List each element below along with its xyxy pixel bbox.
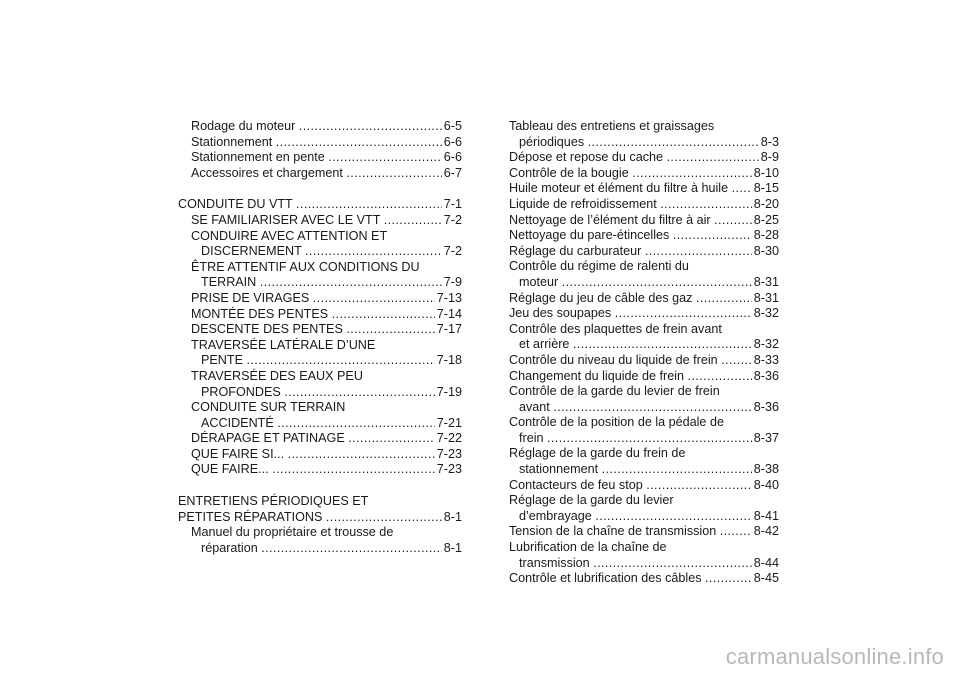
toc-entry[interactable] bbox=[509, 150, 779, 166]
toc-entry-title: périodiques bbox=[519, 134, 588, 149]
toc-entry-title: CONDUITE DU VTT bbox=[178, 197, 297, 212]
dot-leader bbox=[260, 275, 442, 291]
toc-entry-title: Changement du liquide de frein bbox=[509, 368, 688, 383]
toc-entry[interactable] bbox=[509, 369, 779, 385]
toc-entry[interactable] bbox=[509, 384, 779, 415]
toc-entry[interactable] bbox=[178, 166, 462, 182]
toc-entry-title: PROFONDES bbox=[201, 384, 285, 399]
toc-entry-title: Contrôle du niveau du liquide de frein bbox=[509, 352, 722, 367]
toc-page-number: 7-22 bbox=[436, 431, 462, 446]
toc-right-column bbox=[509, 119, 779, 587]
toc-page-number: 8-10 bbox=[753, 165, 779, 180]
dot-leader bbox=[660, 197, 752, 213]
dot-leader bbox=[645, 244, 752, 260]
toc-entry[interactable] bbox=[178, 213, 462, 229]
dot-leader bbox=[667, 150, 759, 166]
toc-entry-title-line: Lubrification de la chaîne de bbox=[509, 540, 667, 555]
toc-entry[interactable] bbox=[509, 181, 779, 197]
toc-entry-title: QUE FAIRE... bbox=[191, 462, 273, 477]
toc-entry-title-line: Tableau des entretiens et graissages bbox=[509, 119, 715, 133]
toc-page-number: 8-36 bbox=[753, 399, 779, 414]
toc-entry[interactable] bbox=[178, 338, 462, 369]
toc-entry-title: ACCIDENTÉ bbox=[201, 415, 278, 430]
toc-entry-title: Stationnement en pente bbox=[191, 150, 329, 165]
toc-page-number: 7-21 bbox=[436, 415, 462, 430]
dot-leader bbox=[696, 291, 752, 307]
toc-page-number: 7-2 bbox=[443, 212, 462, 227]
toc-entry-title: Réglage du jeu de câble des gaz bbox=[509, 290, 696, 305]
toc-entry-title: et arrière bbox=[519, 337, 573, 352]
toc-entry[interactable] bbox=[178, 150, 462, 166]
toc-entry[interactable] bbox=[509, 213, 779, 229]
dot-leader bbox=[277, 416, 435, 432]
toc-entry[interactable] bbox=[509, 119, 779, 150]
toc-entry[interactable] bbox=[178, 431, 462, 447]
toc-entry-title: PETITES RÉPARATIONS bbox=[178, 509, 326, 524]
watermark: carmanualsonline.info bbox=[725, 644, 944, 669]
toc-page-number: 7-2 bbox=[443, 244, 462, 259]
toc-page-number: 8-36 bbox=[753, 368, 779, 383]
toc-entry[interactable] bbox=[178, 119, 462, 135]
toc-page-number: 8-28 bbox=[753, 228, 779, 243]
toc-entry-title: Jeu des soupapes bbox=[509, 306, 615, 321]
toc-entry-title: Contrôle et lubrification des câbles bbox=[509, 571, 706, 586]
toc-entry[interactable] bbox=[178, 525, 462, 556]
toc-page-number: 8-31 bbox=[753, 290, 779, 305]
toc-page-number: 8-20 bbox=[753, 196, 779, 211]
toc-entry-title: QUE FAIRE SI... bbox=[191, 446, 288, 461]
toc-entry-title: stationnement bbox=[519, 462, 602, 477]
toc-page-number: 8-41 bbox=[753, 508, 779, 523]
toc-page-number: 8-9 bbox=[760, 150, 779, 165]
toc-entry-title: DISCERNEMENT bbox=[201, 244, 306, 259]
toc-page-number: 7-17 bbox=[436, 322, 462, 337]
dot-leader bbox=[247, 353, 435, 369]
toc-entry-title: Rodage du moteur bbox=[191, 119, 299, 133]
toc-entry-title-line: Manuel du propriétaire et trousse de bbox=[191, 525, 394, 540]
toc-entry-title-line: Réglage de la garde du frein de bbox=[509, 446, 686, 461]
dot-leader bbox=[646, 478, 752, 494]
toc-entry-title: DESCENTE DES PENTES bbox=[191, 322, 347, 337]
toc-entry-title-line: Contrôle de la garde du levier de frein bbox=[509, 384, 720, 399]
toc-entry-title: Contacteurs de feu stop bbox=[509, 477, 647, 492]
toc-page-number: 7-1 bbox=[443, 197, 462, 212]
dot-leader bbox=[326, 510, 442, 526]
dot-leader bbox=[272, 462, 435, 478]
toc-entry[interactable] bbox=[178, 369, 462, 400]
toc-entry-title-line: ÊTRE ATTENTIF AUX CONDITIONS DU bbox=[191, 259, 420, 274]
toc-entry[interactable] bbox=[178, 291, 462, 307]
toc-entry[interactable] bbox=[509, 166, 779, 182]
dot-leader bbox=[384, 213, 442, 229]
dot-leader bbox=[705, 571, 752, 587]
toc-page-number: 8-3 bbox=[760, 134, 779, 149]
toc-entry[interactable] bbox=[178, 322, 462, 338]
toc-entry[interactable] bbox=[509, 540, 779, 571]
toc-entry-title-line: Contrôle du régime de ralenti du bbox=[509, 259, 689, 274]
dot-leader bbox=[346, 322, 434, 338]
toc-entry[interactable] bbox=[178, 447, 462, 463]
toc-page-number: 7-14 bbox=[436, 306, 462, 321]
toc-entry-title-line: Contrôle des plaquettes de frein avant bbox=[509, 321, 722, 336]
dot-leader bbox=[720, 524, 752, 540]
dot-leader bbox=[313, 291, 435, 307]
dot-leader bbox=[261, 541, 442, 557]
toc-entry[interactable] bbox=[509, 306, 779, 322]
toc-entry-title-line: TRAVERSÉE LATÉRALE D’UNE bbox=[191, 337, 376, 352]
toc-entry-title: Dépose et repose du cache bbox=[509, 150, 667, 165]
toc-page-number: 7-13 bbox=[436, 290, 462, 305]
toc-page-number: 7-18 bbox=[436, 353, 462, 368]
toc-page-number: 8-25 bbox=[753, 212, 779, 227]
dot-leader bbox=[593, 556, 752, 572]
dot-leader bbox=[562, 275, 752, 291]
dot-leader bbox=[721, 353, 752, 369]
toc-entry-title-line: ENTRETIENS PÉRIODIQUES ET bbox=[178, 494, 369, 509]
toc-entry-title: Tension de la chaîne de transmission bbox=[509, 524, 720, 539]
toc-entry[interactable] bbox=[178, 260, 462, 291]
dot-leader bbox=[284, 385, 435, 401]
toc-entry[interactable] bbox=[509, 291, 779, 307]
toc-entry[interactable] bbox=[509, 244, 779, 260]
toc-entry-title-line: Réglage de la garde du levier bbox=[509, 493, 674, 508]
toc-entry-title-line: CONDUITE SUR TERRAIN bbox=[191, 400, 346, 415]
toc-entry[interactable] bbox=[509, 197, 779, 213]
dot-leader bbox=[732, 181, 752, 197]
toc-entry[interactable] bbox=[509, 415, 779, 446]
toc-page-number: 7-23 bbox=[436, 446, 462, 461]
toc-page-number: 8-42 bbox=[753, 524, 779, 539]
toc-entry-title-line: CONDUIRE AVEC ATTENTION ET bbox=[191, 228, 388, 243]
toc-page-number: 7-9 bbox=[443, 275, 462, 290]
dot-leader bbox=[276, 135, 442, 151]
toc-entry[interactable] bbox=[509, 478, 779, 494]
toc-entry[interactable] bbox=[509, 259, 779, 290]
toc-page-number: 6-7 bbox=[443, 165, 462, 180]
toc-entry-title: Huile moteur et élément du filtre à huile bbox=[509, 181, 732, 196]
toc-entry[interactable] bbox=[178, 229, 462, 260]
toc-entry-title: Contrôle de la bougie bbox=[509, 165, 633, 180]
toc-entry[interactable] bbox=[178, 307, 462, 323]
toc-entry-title: frein bbox=[519, 430, 547, 445]
toc-page-number: 7-23 bbox=[436, 462, 462, 477]
toc-entry-title: PENTE bbox=[201, 353, 247, 368]
toc-entry-title: Stationnement bbox=[191, 134, 276, 149]
toc-page-number: 8-37 bbox=[753, 430, 779, 445]
toc-page-number: 6-6 bbox=[443, 134, 462, 149]
dot-leader bbox=[615, 306, 752, 322]
toc-entry-title: Nettoyage de l’élément du filtre à air bbox=[509, 212, 715, 227]
toc-page-number: 8-15 bbox=[753, 181, 779, 196]
toc-entry-title: MONTÉE DES PENTES bbox=[191, 306, 332, 321]
toc-left-column bbox=[178, 119, 462, 556]
toc-entry-title: Réglage du carburateur bbox=[509, 243, 645, 258]
toc-entry[interactable] bbox=[178, 400, 462, 431]
dot-leader bbox=[288, 447, 435, 463]
dot-leader bbox=[348, 431, 435, 447]
toc-entry[interactable] bbox=[509, 228, 779, 244]
toc-entry[interactable] bbox=[509, 446, 779, 477]
toc-entry-title: Accessoires et chargement bbox=[191, 165, 347, 180]
toc-page-number: 8-33 bbox=[753, 352, 779, 367]
toc-entry[interactable] bbox=[178, 197, 462, 213]
toc-entry-title: PRISE DE VIRAGES bbox=[191, 290, 313, 305]
toc-entry-title: moteur bbox=[519, 274, 562, 289]
toc-entry-title: réparation bbox=[201, 540, 262, 555]
toc-page-number: 8-44 bbox=[753, 555, 779, 570]
dot-leader bbox=[602, 462, 752, 478]
toc-page-number: 8-40 bbox=[753, 477, 779, 492]
toc-entry[interactable] bbox=[509, 493, 779, 524]
toc-entry[interactable] bbox=[178, 462, 462, 478]
toc-page-number: 8-1 bbox=[443, 540, 462, 555]
toc-entry-title-line: TRAVERSÉE DES EAUX PEU bbox=[191, 368, 363, 383]
dot-leader bbox=[714, 213, 752, 229]
dot-leader bbox=[595, 509, 751, 525]
toc-entry-title: transmission bbox=[519, 555, 594, 570]
toc-page-number: 8-32 bbox=[753, 306, 779, 321]
toc-entry[interactable] bbox=[509, 353, 779, 369]
toc-entry-title: Liquide de refroidissement bbox=[509, 196, 661, 211]
toc-page-number: 8-31 bbox=[753, 274, 779, 289]
toc-entry-title: avant bbox=[519, 399, 554, 414]
toc-entry-title: TERRAIN bbox=[201, 275, 260, 290]
dot-leader bbox=[305, 244, 442, 260]
toc-entry-title: DÉRAPAGE ET PATINAGE bbox=[191, 431, 349, 446]
dot-leader bbox=[328, 150, 442, 166]
toc-entry[interactable] bbox=[178, 135, 462, 151]
dot-leader bbox=[332, 307, 435, 323]
toc-entry[interactable] bbox=[509, 571, 779, 587]
toc-page-number: 6-5 bbox=[443, 119, 462, 133]
dot-leader bbox=[573, 337, 752, 353]
toc-entry-title-line: Contrôle de la position de la pédale de bbox=[509, 415, 724, 430]
toc-entry-title: Nettoyage du pare-étincelles bbox=[509, 228, 673, 243]
toc-page-number: 8-45 bbox=[753, 571, 779, 586]
toc-page-number: 8-30 bbox=[753, 243, 779, 258]
dot-leader bbox=[673, 228, 752, 244]
dot-leader bbox=[296, 197, 442, 213]
toc-page-number: 8-1 bbox=[443, 509, 462, 524]
dot-leader bbox=[588, 135, 759, 151]
dot-leader bbox=[299, 119, 442, 135]
toc-entry-title: d’embrayage bbox=[519, 508, 596, 523]
toc-page-number: 7-19 bbox=[436, 384, 462, 399]
toc-page-number: 6-6 bbox=[443, 150, 462, 165]
toc-entry[interactable] bbox=[509, 322, 779, 353]
dot-leader bbox=[547, 431, 752, 447]
toc-page-number: 8-38 bbox=[753, 462, 779, 477]
dot-leader bbox=[346, 166, 441, 182]
dot-leader bbox=[553, 400, 751, 416]
dot-leader bbox=[632, 166, 752, 182]
toc-entry[interactable] bbox=[178, 494, 462, 525]
toc-entry[interactable] bbox=[509, 524, 779, 540]
dot-leader bbox=[688, 369, 752, 385]
toc-page-number: 8-32 bbox=[753, 337, 779, 352]
toc-entry-title: SE FAMILIARISER AVEC LE VTT bbox=[191, 212, 384, 227]
